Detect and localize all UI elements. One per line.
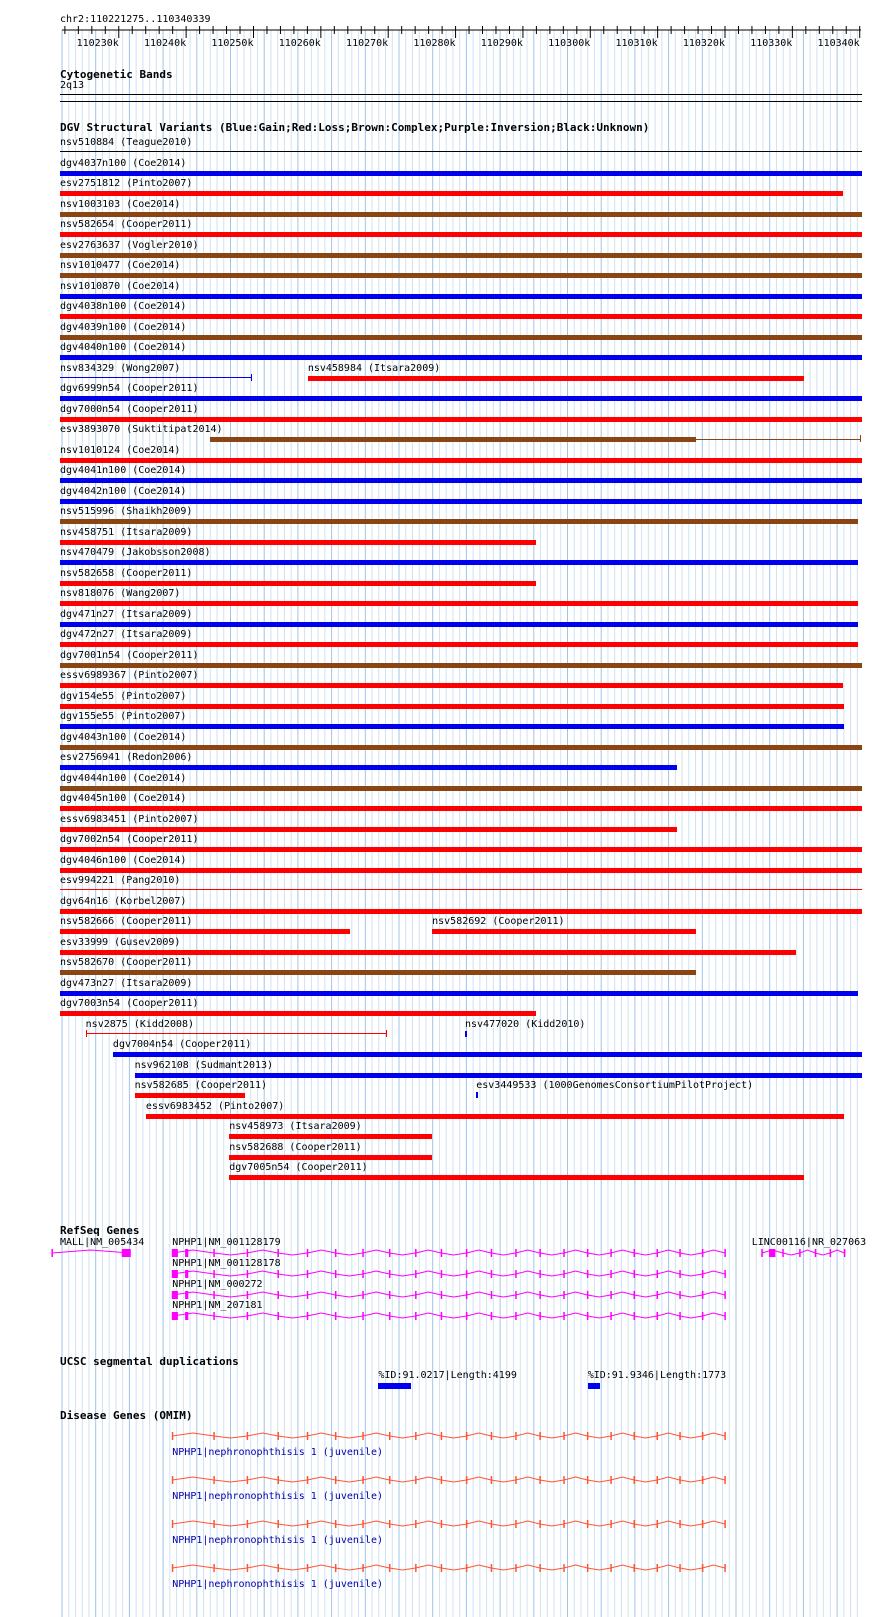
dgv-feature-label: nsv510884 (Teague2010) [60,137,193,148]
dgv-feature-bar [60,724,844,729]
ruler-tick-label: 110250k [211,38,254,49]
dgv-feature-label: nsv582670 (Cooper2011) [60,957,193,968]
dgv-feature-label: nsv582658 (Cooper2011) [60,567,193,579]
dgv-feature-line [60,889,862,890]
dgv-feature-bar [60,970,696,975]
dgv-feature-label: dgv4044n100 (Coe2014) [60,772,187,784]
dgv-feature-label: dgv4046n100 (Coe2014) [60,854,187,866]
dgv-feature-label: essv6983451 (Pinto2007) [60,813,199,825]
segdup-bar [588,1383,600,1389]
ruler-tick-label: 110280k [413,38,456,49]
dgv-feature-label: dgv4043n100 (Coe2014) [60,731,187,743]
dgv-feature-bar [60,191,843,196]
dgv-feature-label: dgv4045n100 (Coe2014) [60,793,187,804]
dgv-feature-bar [60,314,862,319]
refseq-gene-model [0,1267,890,1281]
dgv-feature-label: nsv582685 (Cooper2011) [134,1080,268,1091]
dgv-feature-label: nsv582666 (Cooper2011) [60,916,193,927]
dgv-feature-label: nsv582692 (Cooper2011) [432,916,565,927]
ruler-tick-label: 110340k [817,38,860,49]
dgv-feature-bar [60,273,862,278]
dgv-feature-bar [60,991,858,996]
dgv-feature-label: nsv1010870 (Coe2014) [60,280,181,292]
dgv-feature-bar [60,499,862,504]
dgv-feature-label: nsv582688 (Cooper2011) [229,1141,362,1153]
dgv-feature-bar [60,806,862,811]
refseq-gene-model [0,1246,890,1260]
ruler-tick-label: 110310k [615,38,658,49]
dgv-feature-bar [60,745,862,750]
dgv-feature-label: nsv470479 (Jakobsson2008) [60,547,211,558]
dgv-feature-label: nsv582654 (Cooper2011) [60,219,193,230]
ruler-tick-label: 110330k [750,38,793,49]
dgv-feature-bar [60,253,862,258]
dgv-feature-bar [60,827,677,832]
omim-gene-label: NPHP1|nephronophthisis 1 (juvenile) [172,1579,383,1590]
dgv-feature-cap [86,1030,87,1037]
dgv-feature-bar [60,232,862,237]
dgv-feature-bar [308,376,804,381]
dgv-feature-label: dgv4042n100 (Coe2014) [60,485,187,497]
omim-gene-label: NPHP1|nephronophthisis 1 (juvenile) [172,1535,383,1546]
dgv-feature-line [86,1033,388,1034]
dgv-feature-bar [60,171,862,176]
dgv-feature-bar [210,437,696,442]
omim-gene-model [0,1429,890,1443]
dgv-feature-bar [60,294,862,299]
dgv-feature-label: nsv458751 (Itsara2009) [60,526,193,538]
dgv-feature-mark [476,1092,478,1098]
dgv-feature-bar [60,540,536,545]
ruler-tick-label: 110270k [346,38,389,49]
cytoband-track-title: Cytogenetic Bands [60,68,173,81]
dgv-feature-bar [60,519,858,524]
dgv-feature-label: dgv7005n54 (Cooper2011) [229,1162,368,1173]
dgv-feature-label: dgv64n16 (Korbel2007) [60,895,187,907]
dgv-track-title: DGV Structural Variants (Blue:Gain;Red:Loss;Brown:Complex;Purple:Inversion;Black:Unknown) [60,121,650,134]
dgv-feature-mark [465,1031,467,1037]
dgv-feature-bar [60,601,858,606]
dgv-feature-label: dgv155e55 (Pinto2007) [60,711,187,722]
dgv-feature-label: esv3893070 (Suktitipat2014) [60,424,223,435]
dgv-feature-line [60,377,252,378]
dgv-feature-label: nsv1003103 (Coe2014) [60,198,181,210]
dgv-feature-bar [60,560,858,565]
refseq-gene-label: NPHP1|NM_000272 [172,1279,263,1290]
omim-gene-label: NPHP1|nephronophthisis 1 (juvenile) [172,1491,383,1502]
ruler-tick-label: 110320k [682,38,725,49]
dgv-feature-bar [229,1155,432,1160]
omim-gene-model [0,1473,890,1487]
segdup-track-title: UCSC segmental duplications [60,1355,239,1368]
dgv-feature-bar [60,868,862,873]
dgv-feature-bar [60,909,862,914]
ruler-tick-label: 110290k [480,38,523,49]
dgv-feature-label: dgv7002n54 (Cooper2011) [60,834,199,845]
dgv-feature-bar [60,355,862,360]
dgv-feature-bar [60,704,844,709]
dgv-feature-label: dgv7001n54 (Cooper2011) [60,649,199,661]
dgv-feature-bar [60,622,858,627]
dgv-feature-bar [60,950,796,955]
refseq-gene-model [0,1288,890,1302]
dgv-feature-label: esv33999 (Gusev2009) [60,936,181,948]
dgv-feature-label: dgv471n27 (Itsara2009) [60,608,193,620]
dgv-feature-label: essv6983452 (Pinto2007) [145,1100,285,1112]
refseq-gene-model [0,1309,890,1323]
dgv-feature-line [60,151,862,152]
dgv-feature-label: dgv473n27 (Itsara2009) [60,977,193,989]
dgv-feature-bar [60,765,677,770]
dgv-feature-cap [386,1030,387,1037]
dgv-feature-label: dgv4037n100 (Coe2014) [60,157,187,169]
dgv-feature-label: dgv154e55 (Pinto2007) [60,690,187,702]
dgv-feature-bar [60,683,843,688]
segdup-label: %ID:91.9346|Length:1773 [587,1370,727,1381]
dgv-feature-bar [60,1011,536,1016]
ruler-tick-label: 110300k [548,38,591,49]
dgv-feature-label: nsv515996 (Shaikh2009) [60,506,193,517]
segdup-bar [378,1383,411,1389]
dgv-feature-bar [60,478,862,483]
omim-track-title: Disease Genes (OMIM) [60,1409,193,1422]
dgv-feature-bar [60,663,862,668]
dgv-feature-bar [60,458,862,463]
omim-gene-model [0,1561,890,1575]
dgv-feature-label: nsv458973 (Itsara2009) [229,1121,362,1132]
ruler-tick-label: 110230k [76,38,119,49]
ruler-range-label: chr2:110221275..110340339 [60,14,211,25]
refseq-track-title: RefSeq Genes [60,1224,140,1237]
ruler-tick-label: 110260k [278,38,321,49]
omim-gene-model [0,1517,890,1531]
cytoband-line [60,94,862,95]
dgv-feature-bar [60,335,862,340]
dgv-feature-bar [135,1073,862,1078]
dgv-feature-label: dgv4038n100 (Coe2014) [60,301,187,312]
refseq-gene-label: NPHP1|NM_207181 [172,1300,263,1311]
dgv-feature-label: nsv2875 (Kidd2008) [85,1018,195,1030]
dgv-feature-cap [860,435,861,442]
dgv-feature-line [696,439,861,440]
dgv-feature-bar [113,1052,862,1057]
track-divider [60,101,862,102]
dgv-feature-label: nsv1010124 (Coe2014) [60,444,181,456]
dgv-feature-label: esv2763637 (Vogler2010) [60,239,199,251]
dgv-feature-label: dgv4040n100 (Coe2014) [60,342,187,353]
dgv-feature-label: essv6989367 (Pinto2007) [60,670,199,681]
omim-gene-label: NPHP1|nephronophthisis 1 (juvenile) [172,1447,383,1458]
dgv-feature-label: dgv7000n54 (Cooper2011) [60,403,199,415]
refseq-gene-label: MALL|NM_005434 [60,1237,145,1248]
dgv-feature-label: nsv834329 (Wong2007) [60,362,181,374]
dgv-feature-label: nsv477020 (Kidd2010) [465,1018,586,1030]
dgv-feature-label: esv994221 (Pang2010) [60,875,181,886]
dgv-feature-cap [251,374,252,381]
dgv-feature-bar [229,1175,804,1180]
refseq-gene-label: LINC00116|NR_027063 [751,1237,867,1248]
dgv-feature-label: nsv458984 (Itsara2009) [307,362,441,374]
dgv-feature-label: nsv818076 (Wang2007) [60,588,181,599]
dgv-feature-bar [146,1114,845,1119]
dgv-feature-bar [60,786,862,791]
dgv-feature-label: esv2756941 (Redon2006) [60,752,193,763]
dgv-feature-bar [60,396,862,401]
dgv-feature-bar [60,417,862,422]
dgv-feature-bar [60,929,350,934]
dgv-feature-label: dgv472n27 (Itsara2009) [60,629,193,640]
dgv-feature-label: dgv7003n54 (Cooper2011) [60,998,199,1009]
dgv-feature-label: dgv4039n100 (Coe2014) [60,321,187,333]
dgv-feature-label: esv3449533 (1000GenomesConsortiumPilotProject) [476,1080,754,1091]
cytoband-label: 2q13 [60,80,85,91]
dgv-feature-label: nsv962108 (Sudmant2013) [134,1059,274,1071]
refseq-gene-label: NPHP1|NM_001128178 [172,1258,281,1269]
dgv-feature-bar [60,642,858,647]
dgv-feature-label: esv2751812 (Pinto2007) [60,178,193,189]
refseq-gene-label: NPHP1|NM_001128179 [172,1237,281,1248]
dgv-feature-label: dgv6999n54 (Cooper2011) [60,383,199,394]
ruler-tick-label: 110240k [143,38,187,49]
dgv-feature-label: nsv1010477 (Coe2014) [60,260,181,271]
dgv-feature-bar [432,929,696,934]
dgv-feature-bar [60,847,862,852]
dgv-feature-label: dgv4041n100 (Coe2014) [60,465,187,476]
dgv-feature-bar [60,212,862,217]
dgv-feature-bar [229,1134,432,1139]
dgv-feature-bar [60,581,536,586]
segdup-label: %ID:91.0217|Length:4199 [378,1370,517,1381]
dgv-feature-bar [135,1093,246,1098]
dgv-feature-label: dgv7004n54 (Cooper2011) [112,1039,252,1050]
